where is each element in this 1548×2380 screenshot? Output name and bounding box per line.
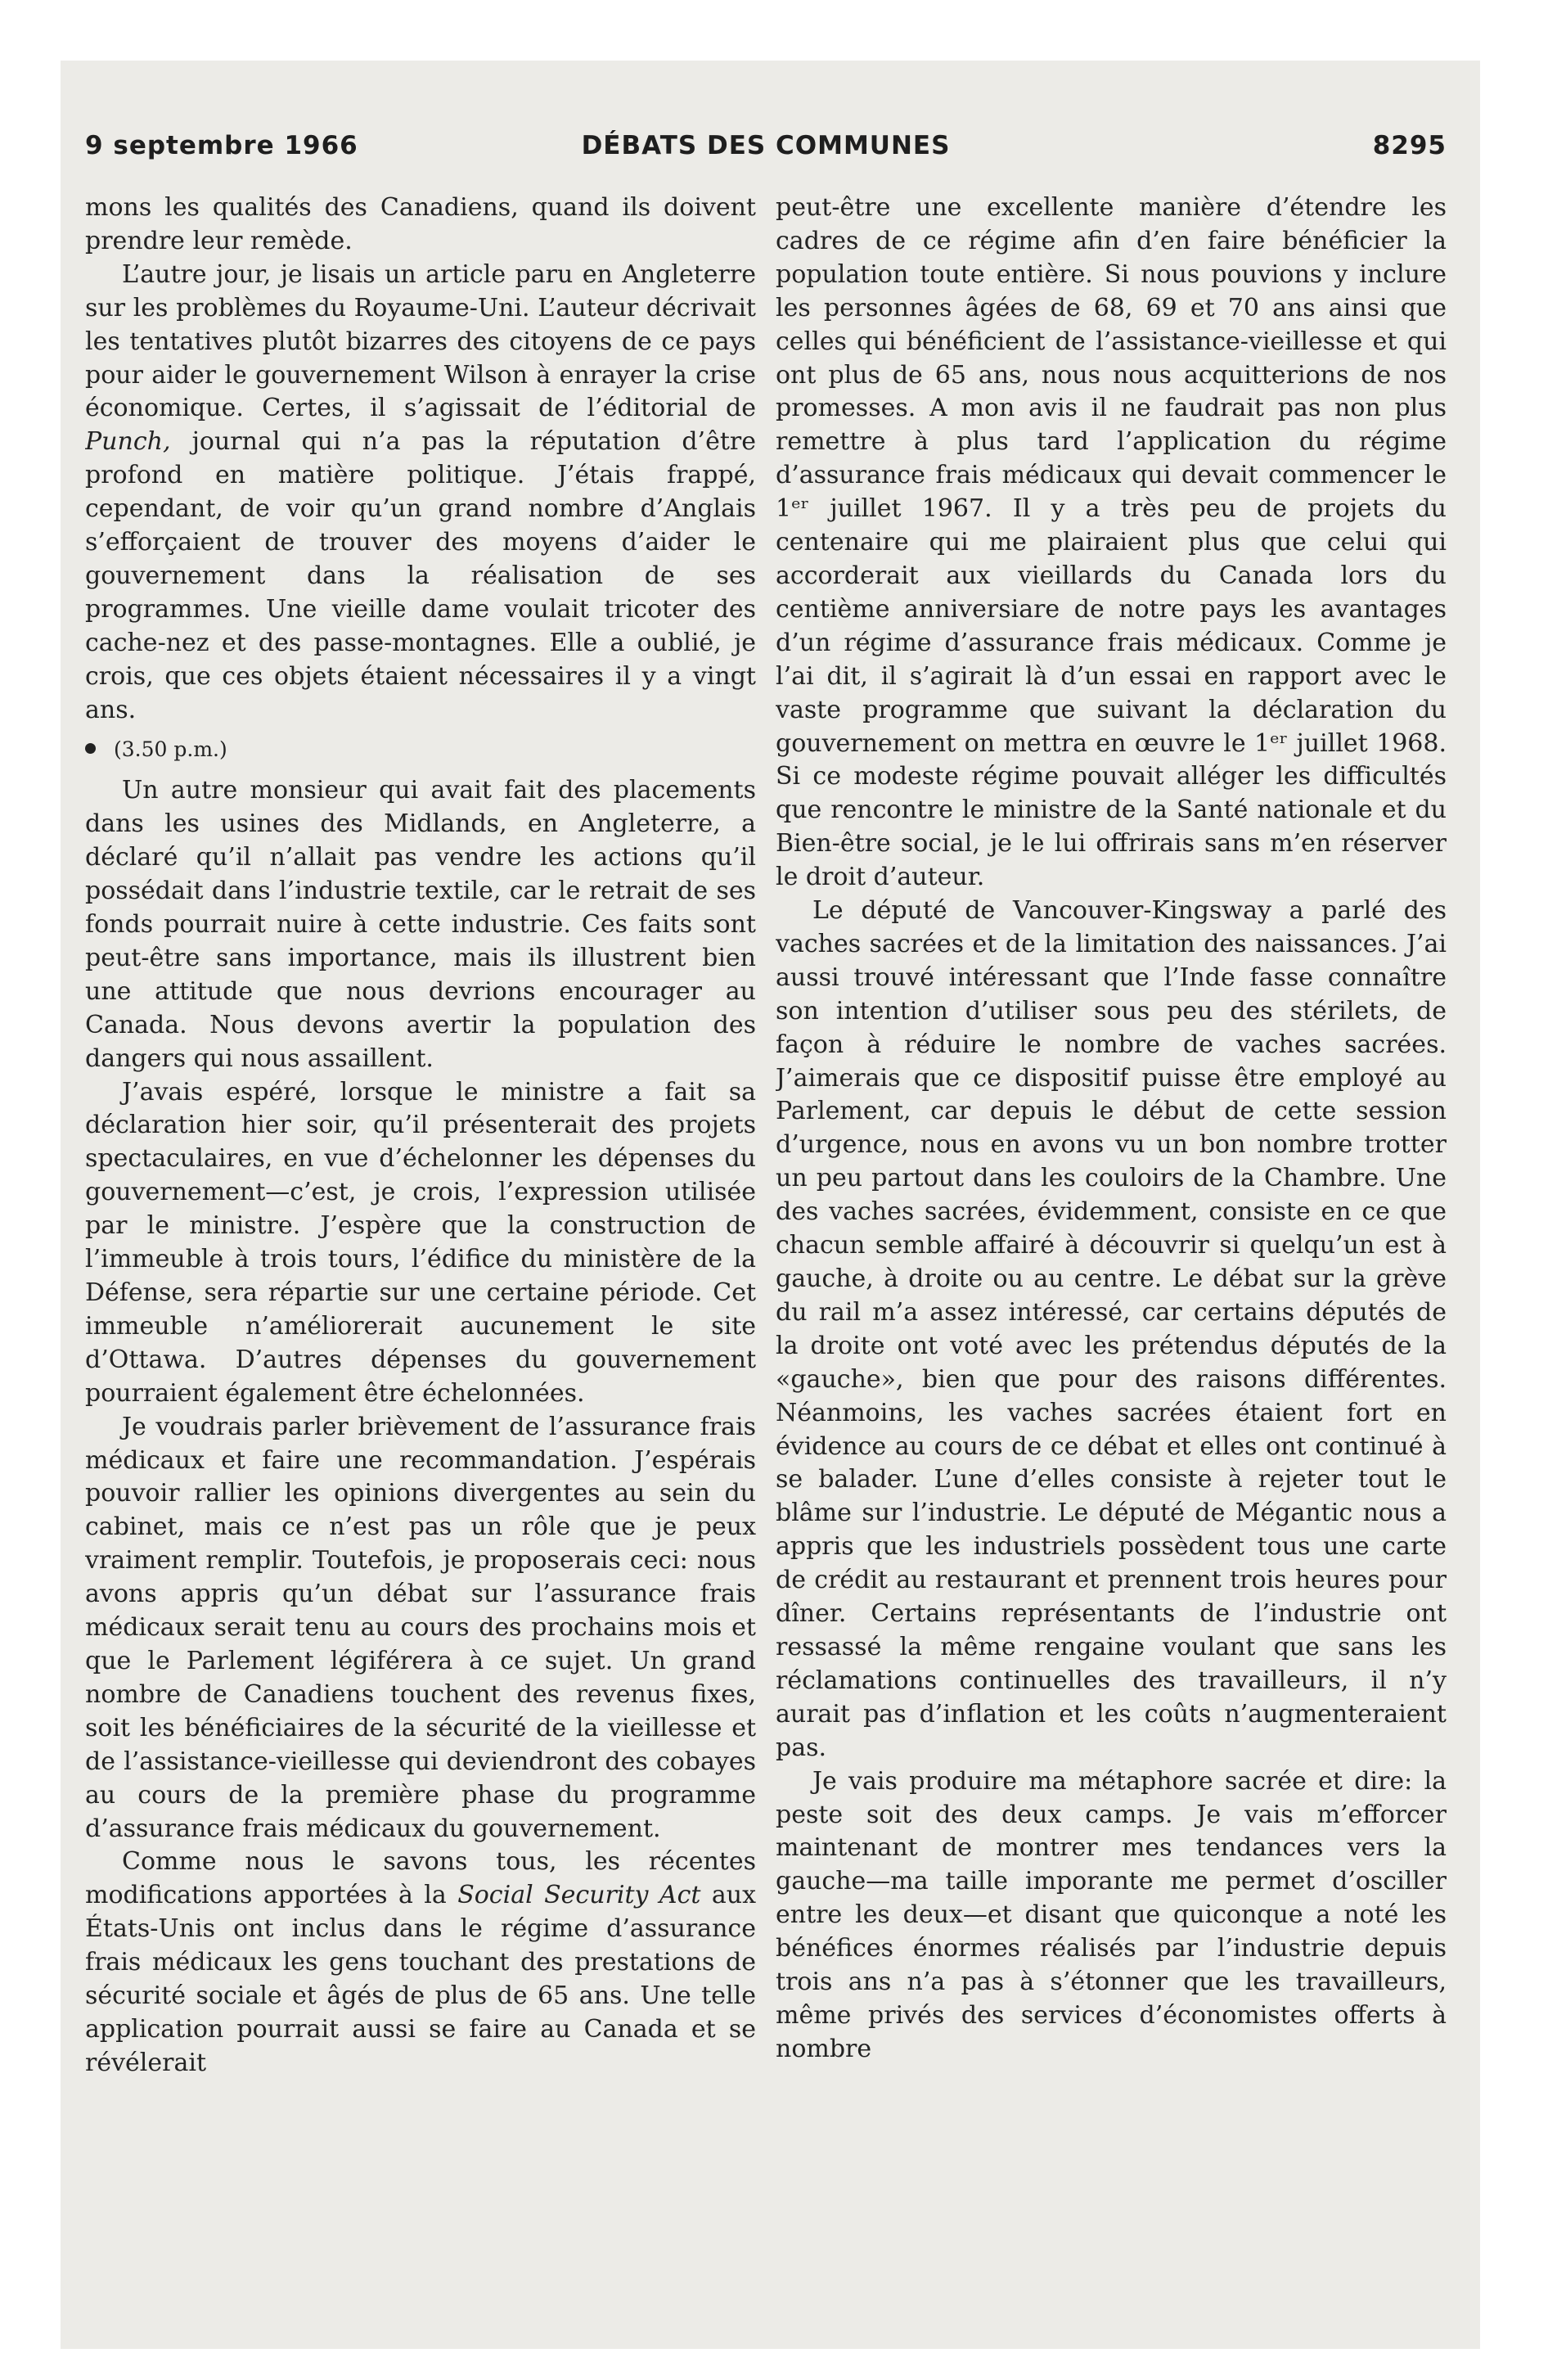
header-date: 9 septembre 1966 — [85, 131, 358, 160]
header-title: DÉBATS DES COMMUNES — [581, 131, 951, 160]
italic-title: Punch, — [85, 427, 171, 457]
bullet-icon — [85, 743, 96, 754]
paragraph — [85, 259, 756, 728]
left-column — [85, 192, 756, 2270]
paragraph-text: journal qui n’a pas la réputation d’être profond en matière politique. J’étais frappé, cependant, de voir qu’un grand nombre d’Anglais s’efforçaient de trouver des moyens d’aider le gouvernement dans la réalisation de ses programmes. Une vieille dame voulait tricoter des cache-nez et des passe-montagnes. Elle a oublié, je crois, que ces objets étaient nécessaires il y a vingt ans. — [85, 427, 756, 724]
paragraph: Je vais produire ma métaphore sacrée et dire: la peste soit des deux camps. Je vais m’efforcer maintenant de montrer mes tendances vers la gauche—ma taille imporante me permet d’osciller entre les deux—et disant que quiconque a noté les bénéfices énormes réalisés par l’industrie depuis trois ans n’a pas à s’étonner que les travailleurs, même privés des services d’économistes offerts à nombre — [776, 1766, 1447, 2063]
paragraph-text: aux États-Unis ont inclus dans le régime d’assurance frais médicaux les gens touchant des prestations de sécurité sociale et âgés de plus de 65 ans. Une telle application pourrait aussi se faire au Canada et se révélerait — [85, 1881, 756, 2077]
right-column — [776, 192, 1447, 2270]
paragraph: J’avais espéré, lorsque le ministre a fait sa déclaration hier soir, qu’il présenterait des projets spectaculaires, en vue d’échelonner les dépenses du gouvernement—c’est, je crois, l’expression utilisée par le ministre. J’espère que la construction de l’immeuble à trois tours, l’édifice du ministère de la Défense, sera répartie sur une certaine période. Cet immeuble n’améliorerait aucunement le site d’Ottawa. D’autres dépenses du gouvernement pourraient également être échelonnées. — [85, 1077, 756, 1408]
paragraph-text: Comme nous le savons tous, les récentes modifications apportées à la — [85, 1847, 756, 1910]
paragraph: Je voudrais parler brièvement de l’assurance frais médicaux et faire une recommandation. J’espérais pouvoir rallier les opinions divergentes au sein du cabinet, mais ce n’est pas un rôle que je peux vraiment remplir. Toutefois, je proposerais ceci: nous avons appris qu’un débat sur l’assurance frais médicaux serait tenu au cours des prochains mois et que le Parlement légiférera à ce sujet. Un grand nombre de Canadiens touchent des revenus fixes, soit les bénéficiaires de la sécurité de la vieillesse et de l’assistance-vieillesse qui deviendront des cobayes au cours de la première phase du programme d’assurance frais médicaux du gouvernement. — [85, 1412, 756, 1843]
paragraph: peut-être une excellente manière d’étendre les cadres de ce régime afin d’en faire bénéficier la population toute entière. Si nous pouvions y inclure les personnes âgées de 68, 69 et 70 ans ainsi que celles qui bénéficient de l’assistance-vieillesse et qui ont plus de 65 ans, nous nous acquitterions de nos promesses. A mon avis il ne faudrait pas non plus remettre à plus tard l’application du régime d’assurance frais médicaux qui devait commencer le 1ᵉʳ juillet 1967. Il y a très peu de projets du centenaire qui me plairaient plus que celui qui accorderait aux vieillards du Canada lors du centième anniversiare de notre pays les avantages d’un régime d’assurance frais médicaux. Comme je l’ai dit, il s’agirait là d’un essai en rapport avec le vaste programme que suivant la déclaration du gouvernement on mettra en œuvre le 1ᵉʳ juillet 1968. Si ce modeste régime pouvait alléger les difficultés que rencontre le ministre de la Santé nationale et du Bien-être social, je le lui offrirais sans m’en réserver le droit d’auteur. — [776, 193, 1447, 892]
paragraph: mons les qualités des Canadiens, quand ils doivent prendre leur remède. — [85, 193, 756, 255]
italic-title: Social Security Act — [457, 1881, 701, 1910]
time-text: (3.50 p.m.) — [114, 737, 227, 761]
paragraph: Le député de Vancouver-Kingsway a parlé des vaches sacrées et de la limitation des naissances. J’ai aussi trouvé intéressant que l’Inde fasse connaître son intention d’utiliser sous peu des stérilets, de façon à réduire le nombre de vaches sacrées. J’aimerais que ce dispositif puisse être employé au Parlement, car depuis le début de cette session d’urgence, nous en avons vu un bon nombre trotter un peu partout dans les couloirs de la Chambre. Une des vaches sacrées, évidemment, consiste en ce que chacun semble affairé à découvrir si quelqu’un est à gauche, à droite ou au centre. Le débat sur la grève du rail m’a assez intéressé, car certains députés de la droite ont voté avec les prétendus députés de la «gauche», bien que pour des raisons différentes. Néanmoins, les vaches sacrées étaient fort en évidence au cours de ce débat et elles ont continué à se balader. L’une d’elles consiste à rejeter tout le blâme sur l’industrie. Le député de Mégantic nous a appris que les industriels possèdent tous une carte de crédit au restaurant et prennent trois heures pour dîner. Certains représentants de l’industrie ont ressassé la même rengaine voulant que sans les réclamations continuelles des travailleurs, il n’y aurait pas d’inflation et les coûts n’augmenteraient pas. — [776, 896, 1447, 1762]
page-number: 8295 — [1372, 131, 1447, 160]
paragraph — [85, 1846, 756, 2080]
paragraph-text: L’autre jour, je lisais un article paru en Angleterre sur les problèmes du Royaume-Uni. L’auteur décrivait les tentatives plutôt bizarres des citoyens de ce pays pour aider le gouvernement Wilson à enrayer la crise économique. Certes, il s’agissait de l’éditorial de — [85, 259, 756, 423]
page-header — [85, 131, 1447, 164]
time-stamp — [85, 732, 756, 767]
paragraph: Un autre monsieur qui avait fait des placements dans les usines des Midlands, en Angleterre, a déclaré qu’il n’allait pas vendre les actions qu’il possédait dans l’industrie textile, car le retrait de ses fonds pourrait nuire à cette industrie. Ces faits sont peut-être sans importance, mais ils illustrent bien une attitude que nous devrions encourager au Canada. Nous devons avertir la population des dangers qui nous assaillent. — [85, 776, 756, 1073]
